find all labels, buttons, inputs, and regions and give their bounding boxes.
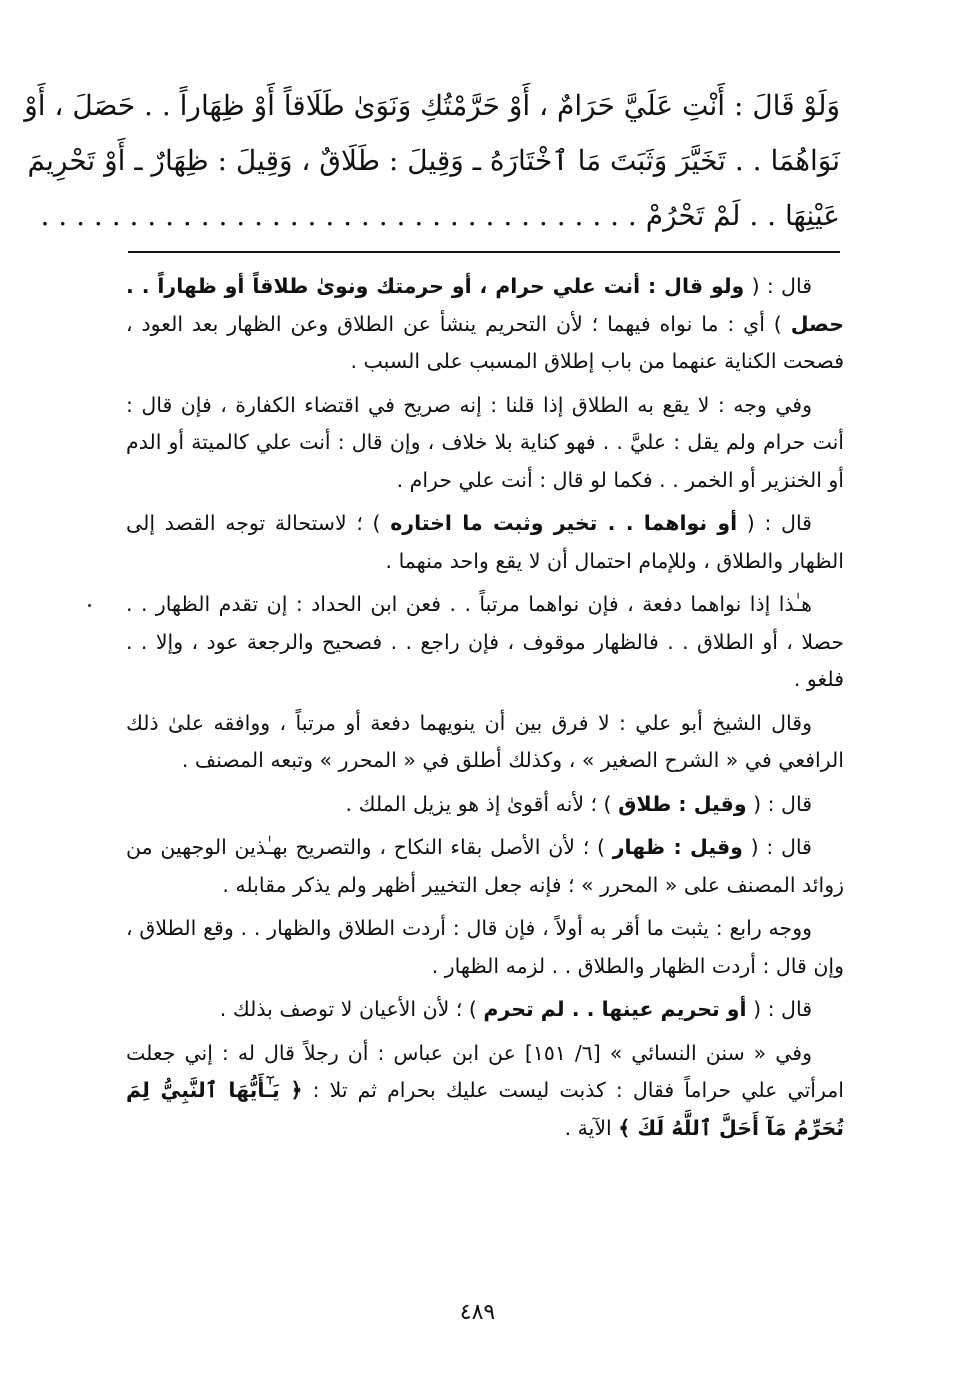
commentary-paragraph-9: قال : ( أو تحريم عينها . . لم تحرم ) ؛ لأن الأعيان لا توصف بذلك .	[219, 997, 812, 1021]
page-number: ٤٨٩	[459, 1300, 496, 1325]
matn-line-3: عَيْنِهَا . . لَمْ تَحْرُمْ . . . . . . . . . . . . . . . . . . . . . . . . . . . . . . . . . .	[40, 199, 840, 232]
matn-line-1: وَلَوْ قَالَ : أَنْتِ عَلَيَّ حَرَامٌ ، أَوْ حَرَّمْتُكِ وَنَوَىٰ طَلَاقاً أَوْ ظِهَاراً . . حَصَلَ ، أَوْ	[24, 89, 840, 122]
commentary-paragraph-5: وقال الشيخ أبو علي : لا فرق بين أن ينويهما دفعة أو مرتباً ، ووافقه علىٰ ذلك الرافعي في « الشرح الصغير » ، وكذلك أطلق في « المحرر » وتبعه المصنف .	[126, 710, 844, 772]
quoted-matn: أو تحريم عينها . . لم تحرم	[483, 997, 747, 1021]
quoted-matn: وقيل : ظهار	[612, 835, 743, 859]
quoted-matn: وقيل : طلاق	[618, 791, 747, 816]
quoted-matn: أو نواهما . . تخير وثبت ما اختاره	[390, 511, 738, 535]
commentary-paragraph-4: هـٰذا إذا نواهما دفعة ، فإن نواهما مرتباً . . فعن ابن الحداد : إن تقدم الظهار . . حصلا ، أو الطلاق . . فالظهار موقوف ، فإن راجع . . فصحيح والرجعة عود ، وإلا . . فلغو .	[126, 592, 844, 691]
quoted-matn: ولو قال : أنت علي حرام ، أو حرمتك ونوىٰ طلاقاً أو ظهاراً . . حصل	[126, 274, 844, 336]
section-divider	[128, 251, 840, 253]
matn-line-2: نَوَاهُمَا . . تَخَيَّرَ وَثَبَتَ مَا ٱخْتَارَهُ ـ وَقِيلَ : طَلَاقٌ ، وَقِيلَ : ظِهَارٌ ـ أَوْ تَحْرِيمَ	[27, 144, 840, 177]
quran-verse: ﴿ يَـٰٓأَيُّهَا ٱلنَّبِيُّ لِمَ تُحَرِّمُ مَآ أَحَلَّ ٱللَّهُ لَكَ ﴾	[126, 1078, 844, 1140]
commentary-paragraph-10: وفي « سنن النسائي » [٦/ ١٥١] عن ابن عباس : أن رجلاً قال له : إني جعلت امرأتي علي حراماً فقال : كذبت ليست عليك بحرام ثم تلا : ﴿ يَـٰٓأَيُّهَا ٱلنَّبِيُّ لِمَ تُحَرِّمُ مَآ أَحَلَّ ٱللَّهُ لَكَ ﴾ الآية .	[126, 1040, 844, 1140]
stray-mark	[88, 604, 91, 607]
commentary-paragraph-7: قال : ( وقيل : ظهار ) ؛ لأن الأصل بقاء النكاح ، والتصريح بهـٰذين الوجهين من زوائد المصنف على « المحرر » ؛ فإنه جعل التخيير أظهر ولم يذكر مقابله .	[126, 835, 844, 897]
matn-text	[24, 78, 840, 243]
commentary-paragraph-2: وفي وجه : لا يقع به الطلاق إذا قلنا : إنه صريح في اقتضاء الكفارة ، فإن قال : أنت حرام ولم يقل : عليَّ . . فهو كناية بلا خلاف ، وإن قال : أنت علي كالميتة أو الدم أو الخنزير أو الخمر . . فكما لو قال : أنت علي حرام .	[126, 392, 844, 492]
commentary-paragraph-6: قال : ( وقيل : طلاق ) ؛ لأنه أقوىٰ إذ هو يزيل الملك .	[345, 791, 812, 816]
commentary-paragraph-8: ووجه رابع : يثبت ما أقر به أولاً ، فإن قال : أردت الطلاق والظهار . . وقع الطلاق ، وإن قال : أردت الظهار والطلاق . . لزمه الظهار .	[126, 916, 844, 978]
commentary-text	[126, 268, 844, 1153]
commentary-paragraph-1: قال : ( ولو قال : أنت علي حرام ، أو حرمتك ونوىٰ طلاقاً أو ظهاراً . . حصل ) أي : ما نواه فيهما ؛ لأن التحريم ينشأ عن الطلاق وعن الظهار بعد العود ، فصحت الكناية عنهما من باب إطلاق المسبب على السبب .	[126, 274, 844, 373]
commentary-paragraph-3: قال : ( أو نواهما . . تخير وثبت ما اختاره ) ؛ لاستحالة توجه القصد إلى الظهار والطلاق ، وللإمام احتمال أن لا يقع واحد منهما .	[126, 511, 844, 573]
